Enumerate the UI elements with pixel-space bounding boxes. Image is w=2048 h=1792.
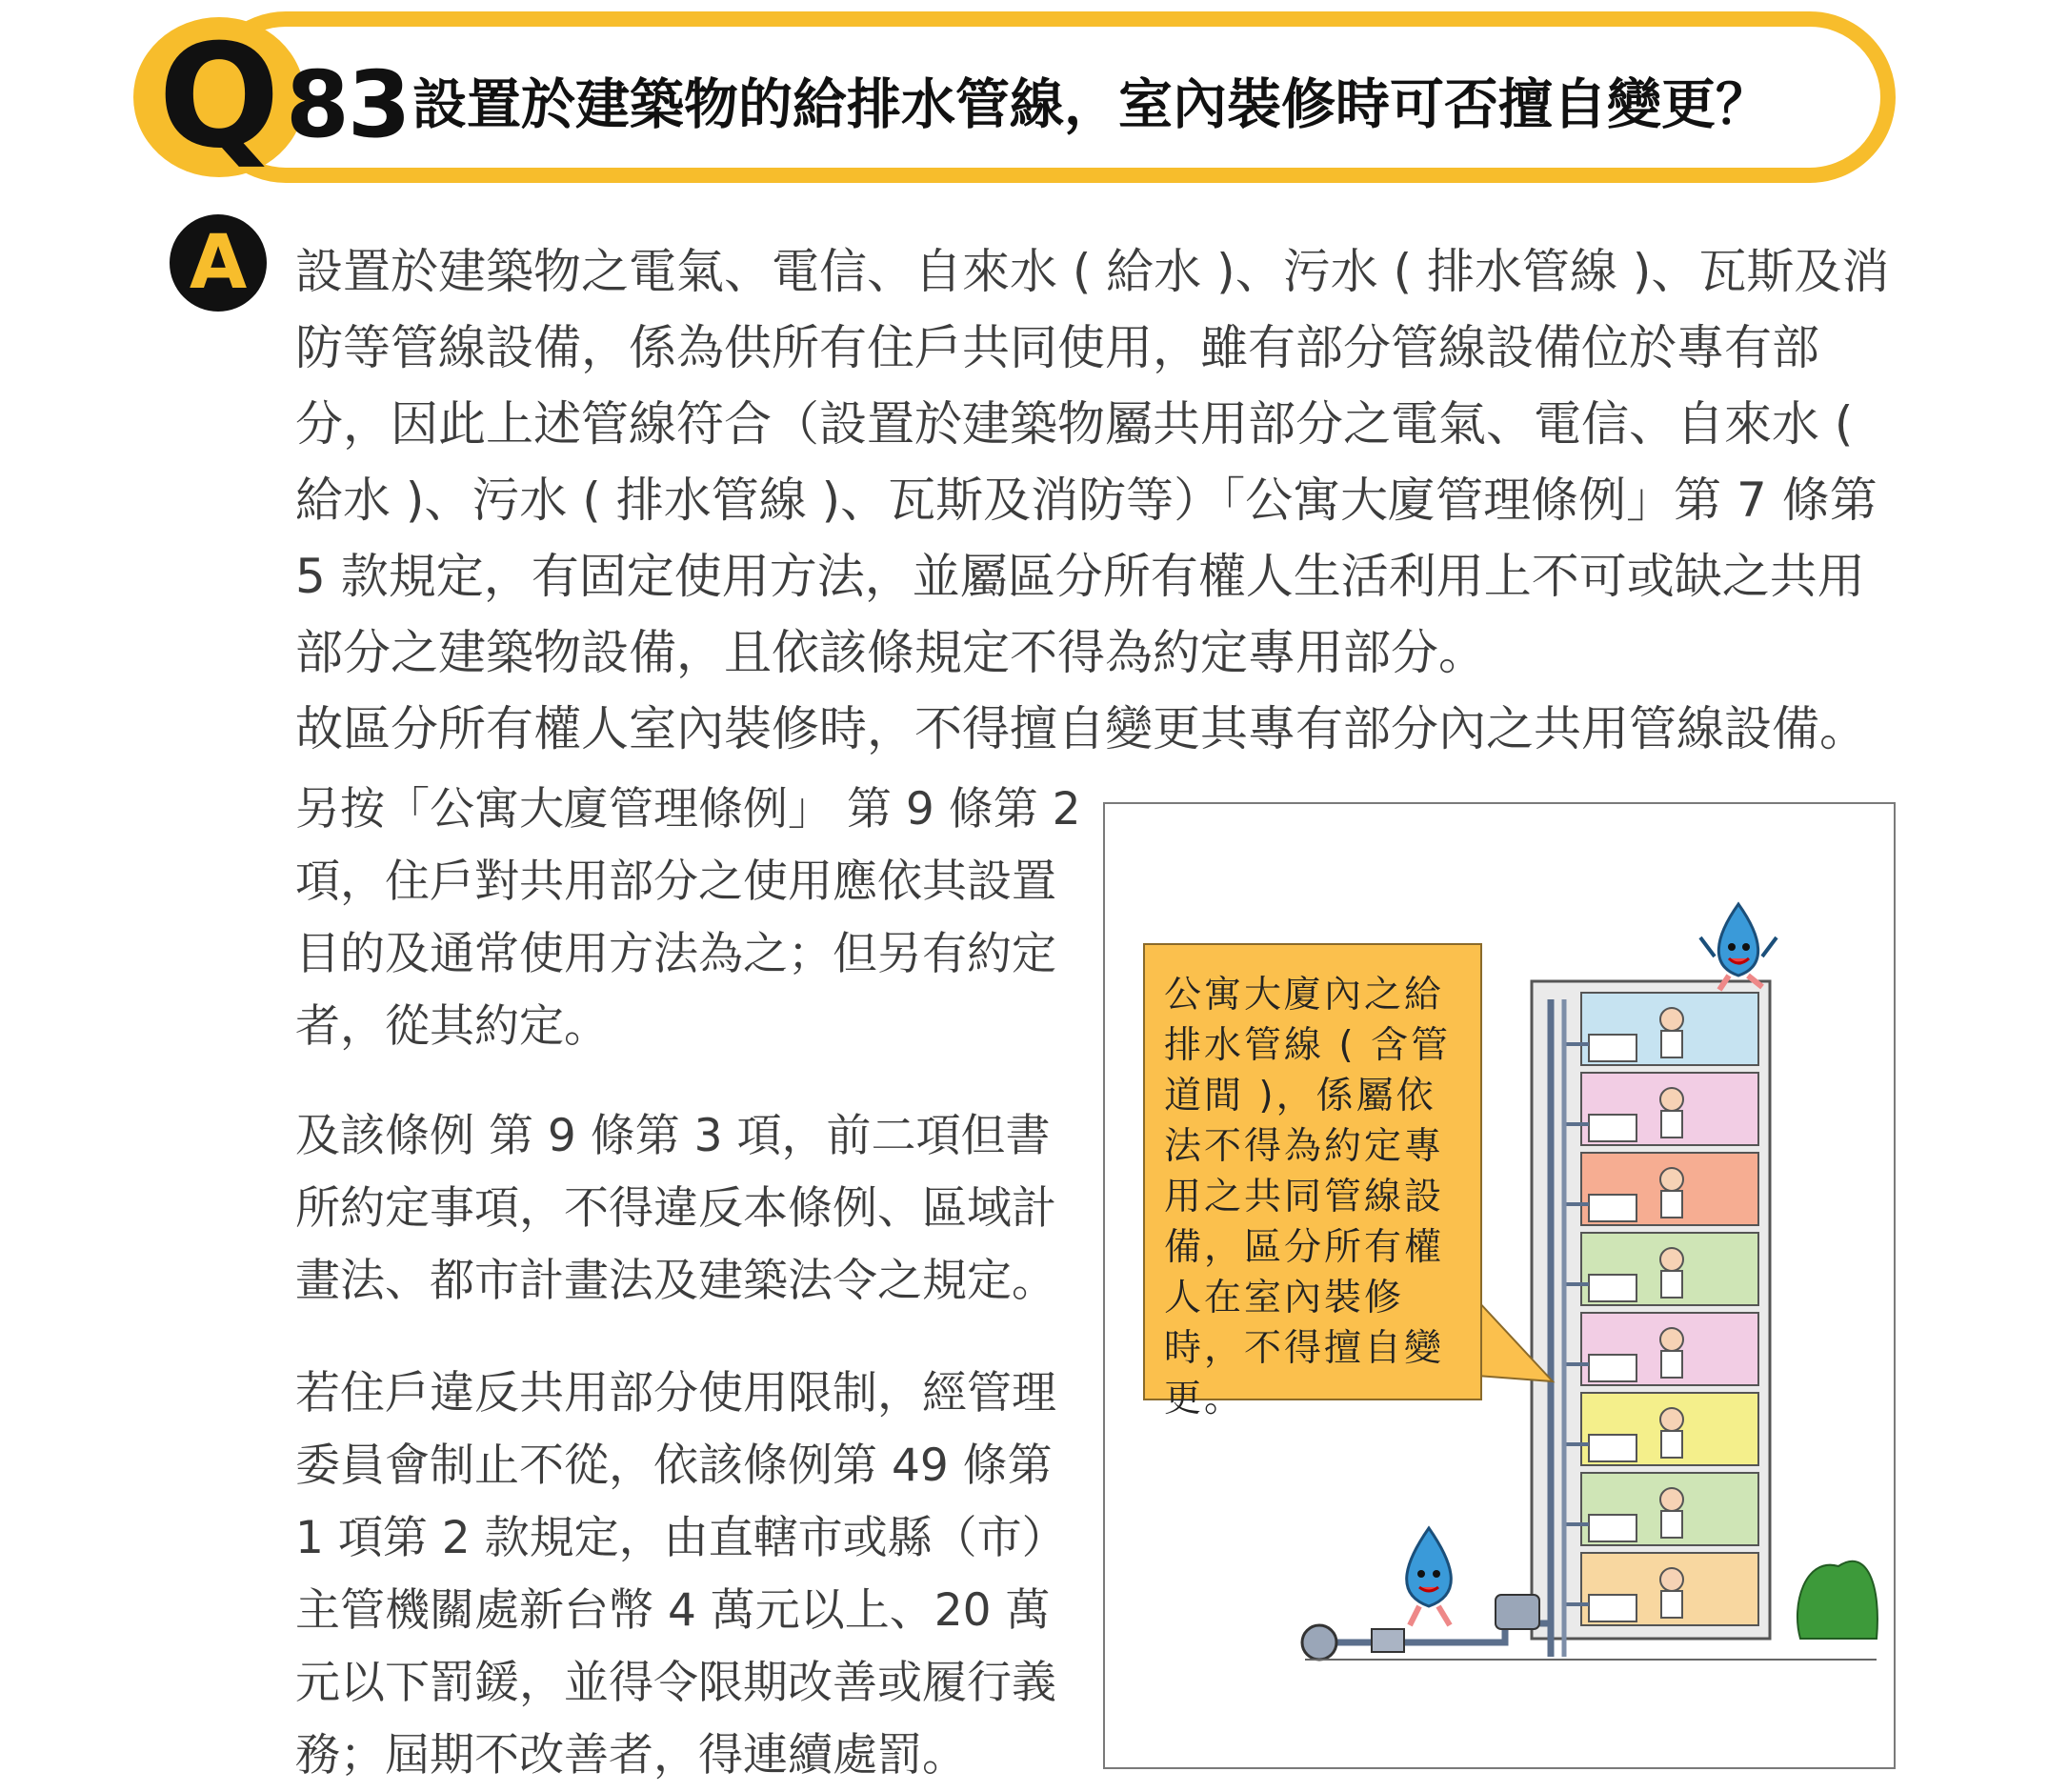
answer-letter: A [189,220,248,306]
answer-paragraph: 設置於建築物之電氣、電信、自來水 ( 給水 )、污水 ( 排水管線 )、瓦斯及消防等管線設備，係為供所有住戶共同使用，雖有部分管線設備位於專有部分，因此上述管線符合（設置於建築物屬共用部分之電氣、電信、自來水 ( 給水 )、污水 ( 排水管線 )、瓦斯及消防等）「公寓大廈管理條例」第 7 條第 5 款規定，有固定使用方法，並屬區分所有權人生活利用上不可或缺之共用部分之建築物設備，且依該條規定不得為約定專用部分。 [295,244,1890,680]
water-drop-mascot-ground-icon [1407,1528,1452,1625]
pump-icon [1496,1595,1539,1629]
resident-icon [1660,1328,1683,1351]
valve-icon [1372,1629,1404,1652]
fixture-icon [1589,1115,1636,1141]
water-meter-icon [1302,1625,1336,1660]
answer-paragraph: 故區分所有權人室內裝修時，不得擅自變更其專有部分內之共用管線設備。 [295,701,1867,756]
side-paragraph: 若住戶違反共用部分使用限制，經管理委員會制止不從，依該條例第 49 條第 1 項第 2 款規定，由直轄市或縣（市）主管機關處新台幣 4 萬元以上、20 萬元以下罰鍰，並得令限期改善或履行義務；屆期不改善者，得連續處罰。 [295,1367,1067,1782]
resident-body [1661,1271,1682,1298]
resident-body [1661,1351,1682,1378]
resident-body [1661,1591,1682,1618]
question-title: 設置於建築物的給排水管線，室內裝修時可否擅自變更？ [412,73,1770,136]
fixture-icon [1589,1195,1636,1221]
fixture-icon [1589,1275,1636,1301]
side-paragraph: 另按「公寓大廈管理條例」 第 9 條第 2 項，住戶對共用部分之使用應依其設置目的及通常使用方法為之；但另有約定者，從其約定。 [295,783,1081,1053]
resident-icon [1660,1008,1683,1031]
building-pipes-illustration [1103,802,1896,1769]
resident-icon [1660,1568,1683,1591]
resident-body [1661,1191,1682,1218]
question-number: 83 [286,51,410,158]
callout-box: 公寓大廈內之給排水管線 ( 含管道間 )，係屬依法不得為約定專用之共同管線設備，區分所有權人在室內裝修時，不得擅自變更。 [1143,943,1482,1400]
resident-body [1661,1511,1682,1538]
resident-icon [1660,1408,1683,1431]
side-paragraph: 及該條例 第 9 條第 3 項，前二項但書所約定事項，不得違反本條例、區域計畫法、都市計畫法及建築法令之規定。 [295,1110,1056,1307]
water-drop-mascot-roof-icon [1700,904,1777,990]
fixture-icon [1589,1035,1636,1061]
answer-body [295,233,1896,767]
resident-icon [1660,1088,1683,1111]
fixture-icon [1589,1595,1636,1621]
resident-body [1661,1031,1682,1057]
fixture-icon [1589,1515,1636,1541]
resident-icon [1660,1248,1683,1271]
resident-icon [1660,1168,1683,1191]
question-letter: Q [158,14,280,180]
resident-body [1661,1431,1682,1458]
bush-icon [1797,1561,1877,1639]
resident-icon [1660,1488,1683,1511]
fixture-icon [1589,1435,1636,1461]
resident-body [1661,1111,1682,1138]
fixture-icon [1589,1355,1636,1381]
